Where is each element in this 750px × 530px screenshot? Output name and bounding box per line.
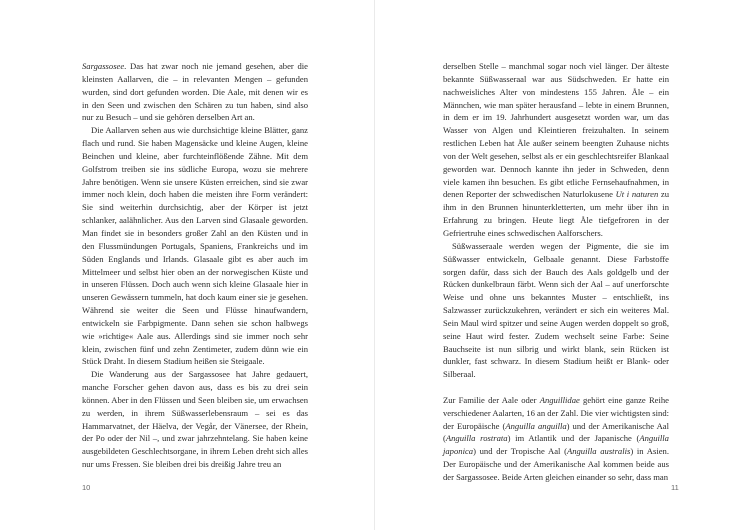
text-run: zu ihm in den Brunnen hinunterkletterten, um mehr über ihn in Erfahrung zu bringen. Heute liegt Åle tiefgefroren in der Gefriertruhe eines schwedischen Aalforschers.	[443, 189, 669, 238]
text-run: Süßwasseraale werden wegen der Pigmente, die sie im Süßwasser entwickeln, Gelbaale genannt. Diese Farbstoffe sorgen dafür, dass sich der Bauch des Aals goldgelb und der Rücken dunkelbraun färbt. Wenn sich der Aal – auf unerforschte Weise und ohne uns bekanntes Muster – entschließt, ins Salzwasser zurückzukehren, verändert er sich ein weiteres Mal. Sein Maul wird spitzer und seine Augen werden doppelt so groß, seine Haut wird fester. Zudem wechselt seine Farbe: Seine Bauchseite ist nun silbrig und wirkt blank, sein Rücken ist dunkler, fast schwarz. In diesem Stadium heißt er Blank- oder Silberaal.	[443, 240, 669, 380]
body-paragraph	[82, 368, 308, 471]
body-paragraph	[82, 60, 308, 124]
text-run: ) und der Amerikanische Aal (	[443, 420, 669, 444]
italic-text: Anguilla anguilla	[505, 420, 567, 431]
text-run: ) und der Tropische Aal (	[473, 446, 567, 457]
body-paragraph	[443, 60, 669, 240]
right-page	[375, 0, 750, 530]
page-number: 10	[82, 483, 91, 492]
right-page-body	[443, 60, 669, 484]
text-run: Die Wanderung aus der Sargassosee hat Jahre gedauert, manche Forscher gehen davon aus, dass es bis zu drei sein können. Aber in den Flüssen und Seen bleiben sie, um erwachsen zu werden, in ihrem Süßwasserlebensraum – sei es das Hammarvatnet, der Häelva, der Vegår, der Vänersee, der Rhein, der Po oder der Nil –, und zwar jahrzehntelang. Sie haben keine ausgebildeten Geschlechtsorgane, in ihrem Leben dreht sich alles nur ums Fressen. Sie bleiben drei bis dreißig Jahre treu an	[82, 369, 308, 470]
text-run: gehört eine ganze Reihe verschiedener Aalarten, 16 an der Zahl. Die vier wichtigsten sind: der Europäische (	[443, 394, 669, 431]
page-number: 11	[671, 483, 679, 492]
italic-text: Sargassosee	[82, 61, 125, 71]
text-run: . Das hat zwar noch nie jemand gesehen, aber die kleinsten Aallarven, die – in relevanten Mengen – gefunden wurden, sind dort gefunden worden. Die Aale, mit denen wir es in den Seen und zwischen den Schären zu tun haben, sind also nur zu Besuch – und sie gehören derselben Art an.	[82, 61, 308, 123]
body-paragraph	[443, 394, 669, 484]
text-run: derselben Stelle – manchmal sogar noch viel länger. Der älteste bekannte Süßwasseraal war aus Südschweden. Er hatte ein nachweisliches Alter von mindestens 155 Jahren. Åle – ein Männchen, wie man später herausfand – lebte in einem Brunnen, in dem er im 19. Jahrhundert ausgesetzt worden war, um das Wasser von Algen und Kleintieren freizuhalten. In seinem restlichen Leben hat Åle außer seinem beengten Zuhause nichts von der Welt gesehen, selbst als er ein geschlechtsreifer Blankaal geworden war. Dennoch kannte ihn jeder in Schweden, denn viele kamen ihn besuchen. Es gibt etliche Fernsehaufnahmen, in denen Reporter der schwedischen Naturlokusene	[443, 61, 669, 200]
left-page-body	[82, 60, 308, 471]
text-run: ) im Atlantik und der Japanische (	[507, 433, 640, 444]
text-run: Die Aallarven sehen aus wie durchsichtige kleine Blätter, ganz flach und rund. Sie haben Magensäcke und kleine Augen, kleine Beinchen und kleine, aber furchteinflößende Zähne. Mit dem Golfstrom treiben sie ins südliche Europa, wozu sie mehrere Jahre benötigen. Wenn sie unsere Küsten erreichen, sind sie zwar immer noch klein, doch haben die meisten ihre Form verändert: Sie sind weiterhin durchsichtig, aber der Körper ist jetzt schlanker, aalähnlicher. Aus den Larven sind Glasaale geworden. Man findet sie in besonders großer Zahl an den Küsten und in den Flussmündungen Portugals, Spaniens, Frankreichs und im Süden Englands und Irlands. Glasaale gibt es aber auch im Mittelmeer und selbst hier oben an der norwegischen Küste und in unseren Flüssen. Doch auch wenn sich kleine Glasaale hier in unseren Gewässern tummeln, hat doch kaum einer sie je gesehen. Während sie weiter die Seen und Flüsse hinaufwandern, entwickeln sie Farbpigmente. Dann sehen sie schon halbwegs wie »richtige« Aale aus. Allerdings sind sie immer noch sehr klein, zwischen fünf und zehn Zentimeter, zudem dünn wie ein Stück Draht. In diesem Stadium heißen sie Steigaale.	[82, 125, 308, 367]
italic-text: Ut i naturen	[615, 189, 659, 200]
italic-text: Anguillidae	[539, 394, 580, 405]
italic-text: Anguilla rostrata	[445, 433, 508, 444]
text-run: Zur Familie der Aale oder	[443, 394, 540, 405]
text-run: ) in Asien. Der Europäische und der Amerikanische Aal kommen beide aus der Sargassosee. Beide Arten gleichen einander so sehr, dass man	[443, 446, 669, 482]
body-paragraph	[443, 240, 669, 381]
italic-text: Anguilla japonica	[443, 433, 669, 457]
body-paragraph	[82, 124, 308, 368]
italic-text: Anguilla australis	[566, 446, 631, 457]
